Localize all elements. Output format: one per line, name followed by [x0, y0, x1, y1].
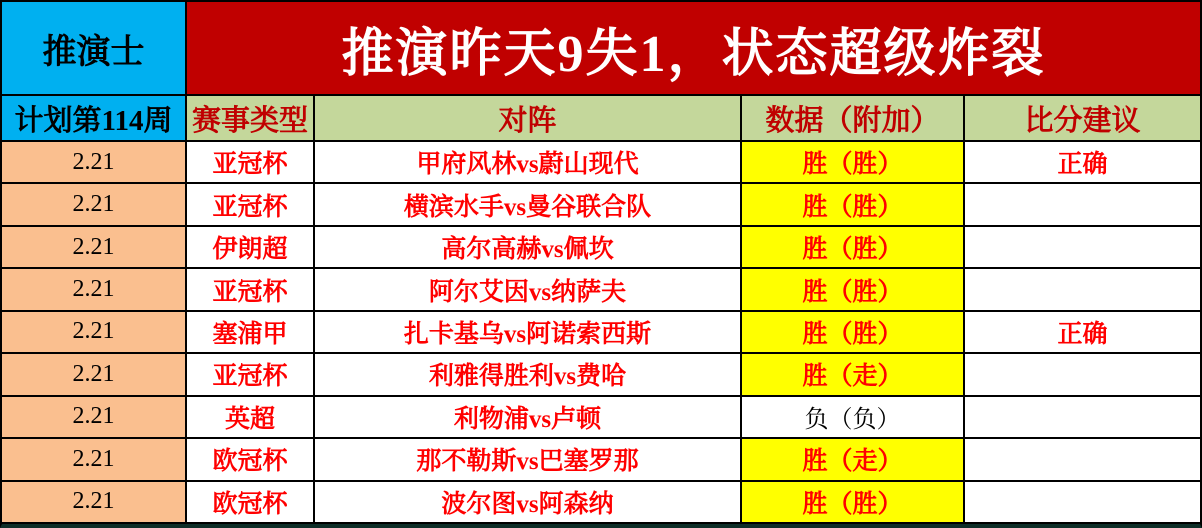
match-cell: 扎卡基乌vs阿诺索西斯 [315, 312, 742, 354]
match-cell: 阿尔艾因vs纳萨夫 [315, 269, 742, 311]
match-cell: 那不勒斯vs巴塞罗那 [315, 439, 742, 481]
col-header-league [187, 96, 315, 142]
league-cell: 塞浦甲 [187, 312, 315, 354]
date-cell: 2.21 [2, 397, 187, 439]
data-cell: 胜（走） [742, 354, 965, 396]
brand-cell [2, 2, 187, 96]
date-cell: 2.21 [2, 482, 187, 524]
league-cell: 亚冠杯 [187, 269, 315, 311]
league-cell: 欧冠杯 [187, 439, 315, 481]
date-cell: 2.21 [2, 354, 187, 396]
match-cell: 利物浦vs卢顿 [315, 397, 742, 439]
col-header-data-label: 数据（附加） [765, 104, 940, 137]
league-cell: 亚冠杯 [187, 142, 315, 184]
data-cell: 胜（胜） [742, 227, 965, 269]
date-cell: 2.21 [2, 184, 187, 226]
result-cell [965, 482, 1200, 524]
data-cell: 负（负） [742, 397, 965, 439]
match-cell: 甲府风林vs蔚山现代 [315, 142, 742, 184]
result-cell [965, 227, 1200, 269]
col-header-score-label: 比分建议 [1024, 104, 1141, 137]
data-cell: 胜（胜） [742, 269, 965, 311]
data-cell: 胜（胜） [742, 142, 965, 184]
date-cell: 2.21 [2, 312, 187, 354]
col-header-league-label: 赛事类型 [191, 104, 308, 137]
result-cell [965, 397, 1200, 439]
match-cell: 利雅得胜利vs费哈 [315, 354, 742, 396]
match-cell: 波尔图vs阿森纳 [315, 482, 742, 524]
league-cell: 英超 [187, 397, 315, 439]
col-header-match [315, 96, 742, 142]
banner-text: 推演昨天9失1，状态超级炸裂 [341, 25, 1046, 83]
date-cell: 2.21 [2, 439, 187, 481]
result-cell: 正确 [965, 312, 1200, 354]
data-cell: 胜（走） [742, 439, 965, 481]
result-cell [965, 269, 1200, 311]
data-cell: 胜（胜） [742, 312, 965, 354]
date-cell: 2.21 [2, 142, 187, 184]
date-cell: 2.21 [2, 227, 187, 269]
plan-week-label: 计划第114周 [14, 104, 173, 137]
league-cell: 欧冠杯 [187, 482, 315, 524]
data-cell: 胜（胜） [742, 184, 965, 226]
league-cell: 伊朗超 [187, 227, 315, 269]
result-cell [965, 354, 1200, 396]
col-header-match-label: 对阵 [498, 104, 557, 137]
league-cell: 亚冠杯 [187, 184, 315, 226]
date-cell: 2.21 [2, 269, 187, 311]
match-cell: 横滨水手vs曼谷联合队 [315, 184, 742, 226]
plan-week-cell [2, 96, 187, 142]
col-header-score [965, 96, 1200, 142]
data-cell: 胜（胜） [742, 482, 965, 524]
banner [187, 2, 1200, 96]
result-cell [965, 439, 1200, 481]
result-cell: 正确 [965, 142, 1200, 184]
brand-label: 推演士 [42, 33, 145, 71]
league-cell: 亚冠杯 [187, 354, 315, 396]
result-cell [965, 184, 1200, 226]
col-header-data [742, 96, 965, 142]
match-cell: 高尔高赫vs佩坎 [315, 227, 742, 269]
